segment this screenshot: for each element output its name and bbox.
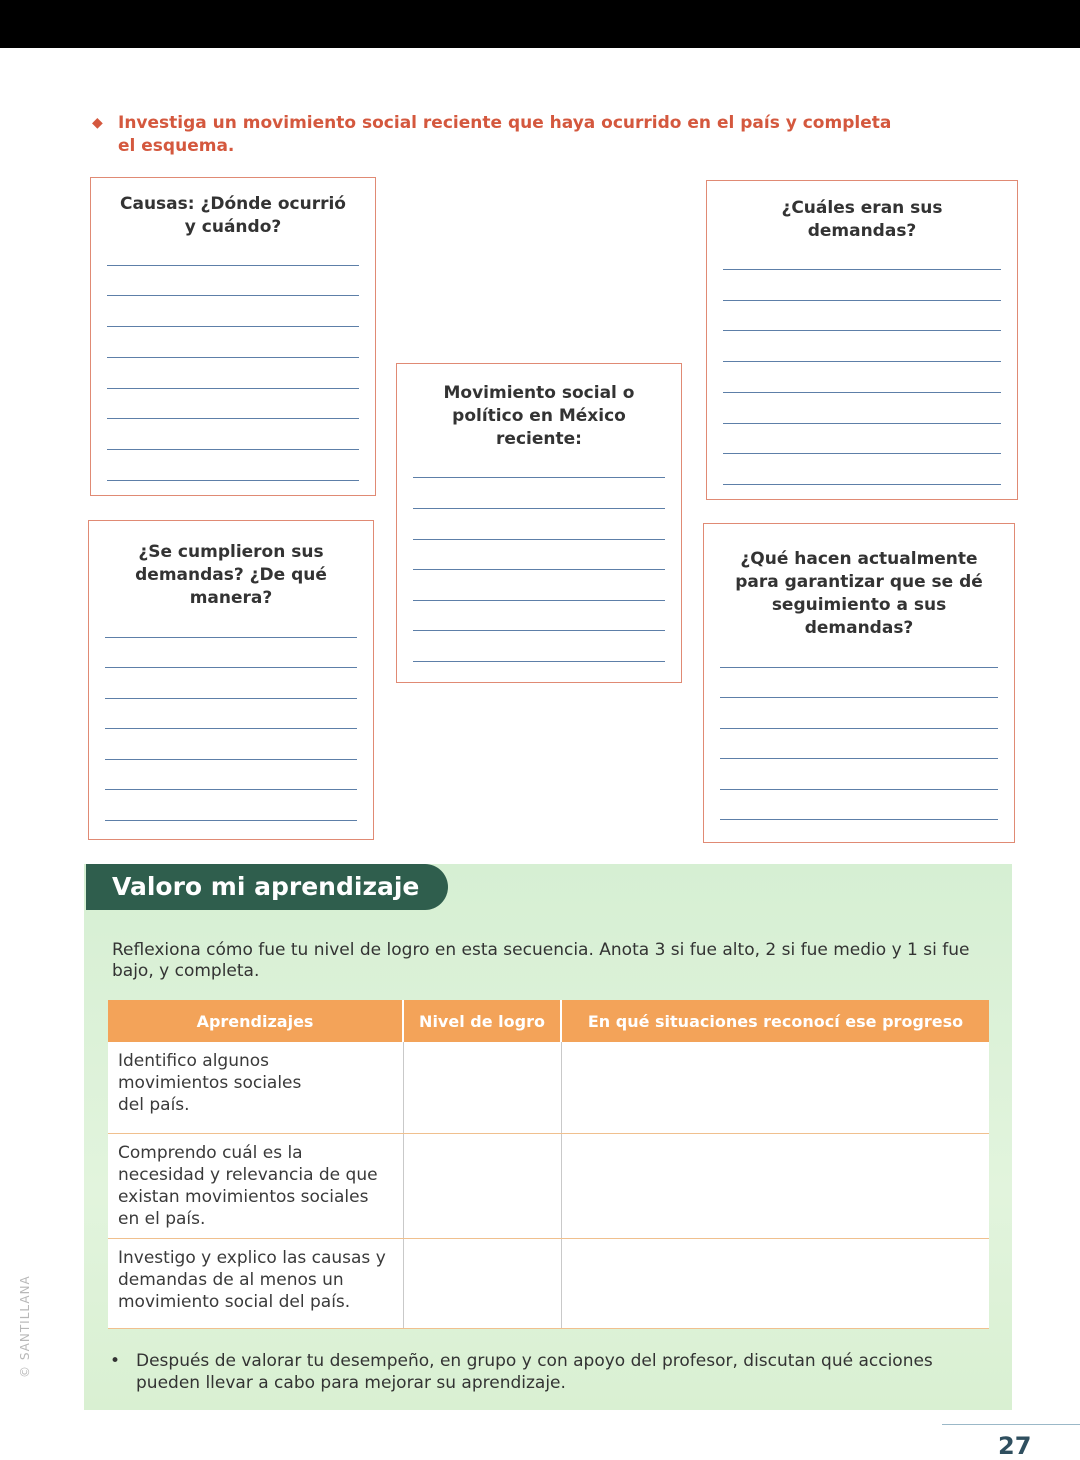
answer-line[interactable] [723, 330, 1001, 331]
answer-line[interactable] [105, 637, 357, 638]
achievement-level-cell[interactable] [403, 1042, 561, 1133]
learning-item: Identifico algunos movimientos sociales del país. [108, 1042, 403, 1133]
header-nivel-logro: Nivel de logro [403, 1000, 561, 1042]
movement-box [396, 363, 682, 683]
progress-situation-cell[interactable] [561, 1133, 989, 1238]
achievement-level-cell[interactable] [403, 1133, 561, 1238]
answer-line[interactable] [107, 480, 359, 481]
answer-line[interactable] [723, 300, 1001, 301]
answer-line[interactable] [723, 423, 1001, 424]
answer-line[interactable] [720, 697, 998, 698]
learning-item: Comprendo cuál es la necesidad y relevancia de que existan movimientos sociales en el país. [108, 1133, 403, 1238]
demands-question: ¿Cuáles eran sus demandas? [781, 198, 943, 241]
instruction [92, 112, 912, 158]
answer-line[interactable] [723, 484, 1001, 485]
page-divider [942, 1424, 1080, 1425]
causes-question: Causas: ¿Dónde ocurrió y cuándo? [120, 194, 346, 237]
answer-line[interactable] [105, 820, 357, 821]
answer-line[interactable] [107, 295, 359, 296]
answer-line[interactable] [107, 449, 359, 450]
progress-situation-cell[interactable] [561, 1238, 989, 1328]
movement-question: Movimiento social o político en México reciente: [443, 383, 635, 449]
discussion-note [110, 1350, 970, 1394]
answer-line[interactable] [105, 789, 357, 790]
table-row [108, 1133, 989, 1238]
answer-line[interactable] [723, 453, 1001, 454]
answer-line[interactable] [413, 600, 665, 601]
current-actions-question: ¿Qué hacen actualmente para garantizar que se dé seguimiento a sus demandas? [735, 549, 983, 638]
fulfilled-box [88, 520, 374, 840]
bullet-icon: • [110, 1351, 121, 1371]
header-aprendizajes: Aprendizajes [108, 1000, 403, 1042]
answer-line[interactable] [413, 477, 665, 478]
answer-line[interactable] [107, 418, 359, 419]
instruction-text: Investiga un movimiento social reciente que haya ocurrido en el país y completa el esquema. [118, 113, 892, 156]
answer-line[interactable] [105, 728, 357, 729]
progress-situation-cell[interactable] [561, 1042, 989, 1133]
answer-line[interactable] [105, 667, 357, 668]
answer-line[interactable] [720, 667, 998, 668]
discussion-text: Después de valorar tu desempeño, en grupo y con apoyo del profesor, discutan qué acciones pueden llevar a cabo para mejorar su aprendizaje. [136, 1351, 933, 1393]
answer-line[interactable] [720, 728, 998, 729]
reflection-instructions: Reflexiona cómo fue tu nivel de logro en esta secuencia. Anota 3 si fue alto, 2 si fue medio y 1 si fue bajo, y completa. [112, 940, 970, 981]
answer-line[interactable] [413, 508, 665, 509]
diamond-bullet-icon: ◆ [92, 115, 103, 131]
answer-line[interactable] [107, 388, 359, 389]
header-situaciones: En qué situaciones reconocí ese progreso [561, 1000, 989, 1042]
answer-line[interactable] [413, 661, 665, 662]
top-black-bar [0, 0, 1080, 48]
fulfilled-question: ¿Se cumplieron sus demandas? ¿De qué manera? [135, 542, 327, 608]
answer-line[interactable] [105, 698, 357, 699]
demands-box [706, 180, 1018, 500]
answer-line[interactable] [413, 630, 665, 631]
answer-line[interactable] [723, 361, 1001, 362]
answer-line[interactable] [723, 269, 1001, 270]
current-actions-box [703, 523, 1015, 843]
publisher-mark: © SANTILLANA [18, 1275, 32, 1378]
answer-line[interactable] [107, 265, 359, 266]
section-title: Valoro mi aprendizaje [86, 864, 448, 910]
learning-item: Investigo y explico las causas y demandas de al menos un movimiento social del país. [108, 1238, 403, 1328]
answer-line[interactable] [723, 392, 1001, 393]
answer-line[interactable] [720, 758, 998, 759]
answer-line[interactable] [720, 819, 998, 820]
answer-line[interactable] [105, 759, 357, 760]
table-row [108, 1238, 989, 1328]
table-row [108, 1042, 989, 1133]
answer-line[interactable] [413, 539, 665, 540]
answer-line[interactable] [107, 326, 359, 327]
causes-box [90, 177, 376, 496]
answer-line[interactable] [107, 357, 359, 358]
answer-line[interactable] [720, 789, 998, 790]
achievement-level-cell[interactable] [403, 1238, 561, 1328]
answer-line[interactable] [413, 569, 665, 570]
self-assessment-table [108, 1000, 989, 1329]
page-number: 27 [998, 1432, 1032, 1460]
